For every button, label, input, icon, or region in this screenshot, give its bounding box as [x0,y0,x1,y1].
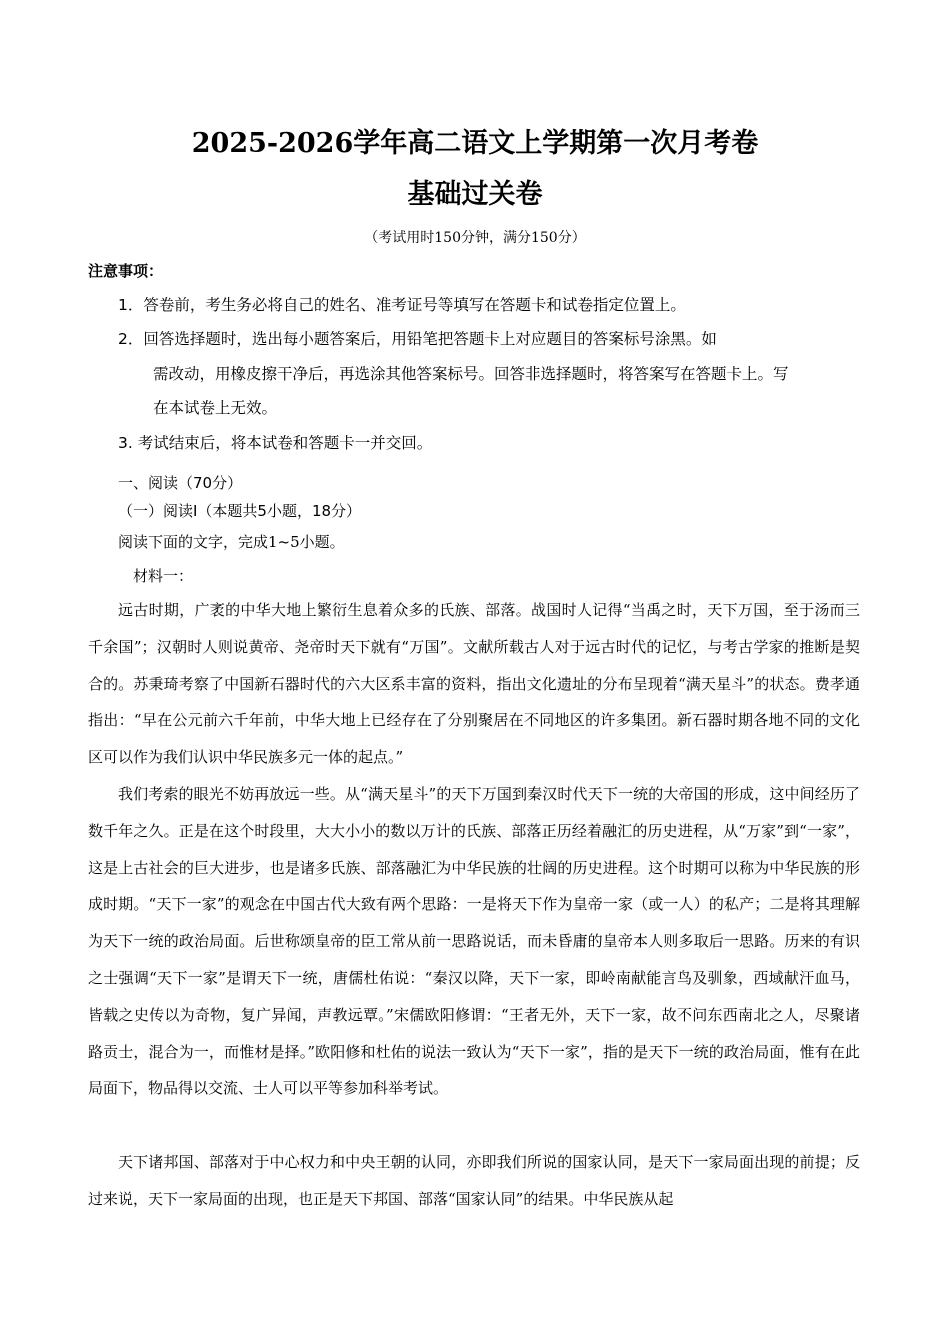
exam-time-note: （考试用时150分钟，满分150分） [364,230,586,246]
reading-instruction: 阅读下面的文字，完成1~5小题。 [118,533,345,551]
notice-item-1: 1．答卷前，考生务必将自己的姓名、准考证号等填写在答题卡和试卷指定位置上。 [118,296,686,314]
notice-item-2-line-3: 在本试卷上无效。 [153,399,278,417]
notice-item-2-line-1: 2．回答选择题时，选出每小题答案后，用铅笔把答题卡上对应题目的答案标号涂黑。如 [118,330,717,348]
section-part-heading: 一、阅读（70分） [118,474,243,492]
notice-heading: 注意事项： [88,262,164,280]
notice-item-2-line-2: 需改动，用橡皮擦干净后，再选涂其他答案标号。回答非选择题时，将答案写在答题卡上。写 [153,365,789,383]
passage-paragraph-3: 天下诸邦国、部落对于中心权力和中央王朝的认同，亦即我们所说的国家认同，是天下一家局面出现的前提；反过来说，天下一家局面的出现，也正是天下邦国、部落“国家认同”的结果。中华民族从起 [88,1153,860,1208]
passage-paragraph-2: 我们考索的眼光不妨再放远一些。从“满天星斗”的天下万国到秦汉时代天下一统的大帝国的形成，这中间经历了数千年之久。正是在这个时段里，大大小小的数以万计的氏族、部落正历经着融汇的历史进程，从“万家”到“一家”，这是上古社会的巨大进步，也是诸多氏族、部落融汇为中华民族的壮阔的历史进程。这个时期可以称为中华民族的形成时期。“天下一家”的观念在中国古代大致有两个思路：一是将天下作为皇帝一家（或一人）的私产；二是将其理解为天下一统的政治局面。后世称颂皇帝的臣工常从前一思路说话，而未昏庸的皇帝本人则多取后一思路。历来的有识之士强调“天下一家”是谓天下一统，唐儒杜佑说：“秦汉以降，天下一家，即岭南献能言鸟及驯象，西域献汗血马，皆载之史传以为奇物，复广异闻，声教远覃。”宋儒欧阳修谓：“王者无外，天下一家，故不问东西南北之人，尽聚诸路贡士，混合为一，而惟材是择。”欧阳修和杜佑的说法一致认为“天下一家”，指的是天下一统的政治局面，惟有在此局面下，物品得以交流、士人可以平等参加科举考试。 [88,785,860,1098]
exam-title: 2025-2026学年高二语文上学期第一次月考卷 [191,128,759,159]
passage-paragraph-1: 远古时期，广袤的中华大地上繁衍生息着众多的氏族、部落。战国时人记得“当禹之时，天下万国，至于汤而三千余国”；汉朝时人则说黄帝、尧帝时天下就有“万国”。文献所载古人对于远古时代的记忆，与考古学家的推断是契合的。苏秉琦考察了中国新石器时代的六大区系丰富的资料，指出文化遗址的分布呈现着“满天星斗”的状态。费孝通指出：“早在公元前六千年前，中华大地上已经存在了分别聚居在不同地区的许多集团。新石器时期各地不同的文化区可以作为我们认识中华民族多元一体的起点。” [88,601,860,767]
section-sub-heading: （一）阅读Ⅰ（本题共5小题，18分） [118,502,362,520]
material-label: 材料一： [133,567,194,585]
notice-item-3: 3. 考试结束后，将本试卷和答题卡一并交回。 [118,434,433,452]
exam-subtitle: 基础过关卷 [407,179,543,210]
